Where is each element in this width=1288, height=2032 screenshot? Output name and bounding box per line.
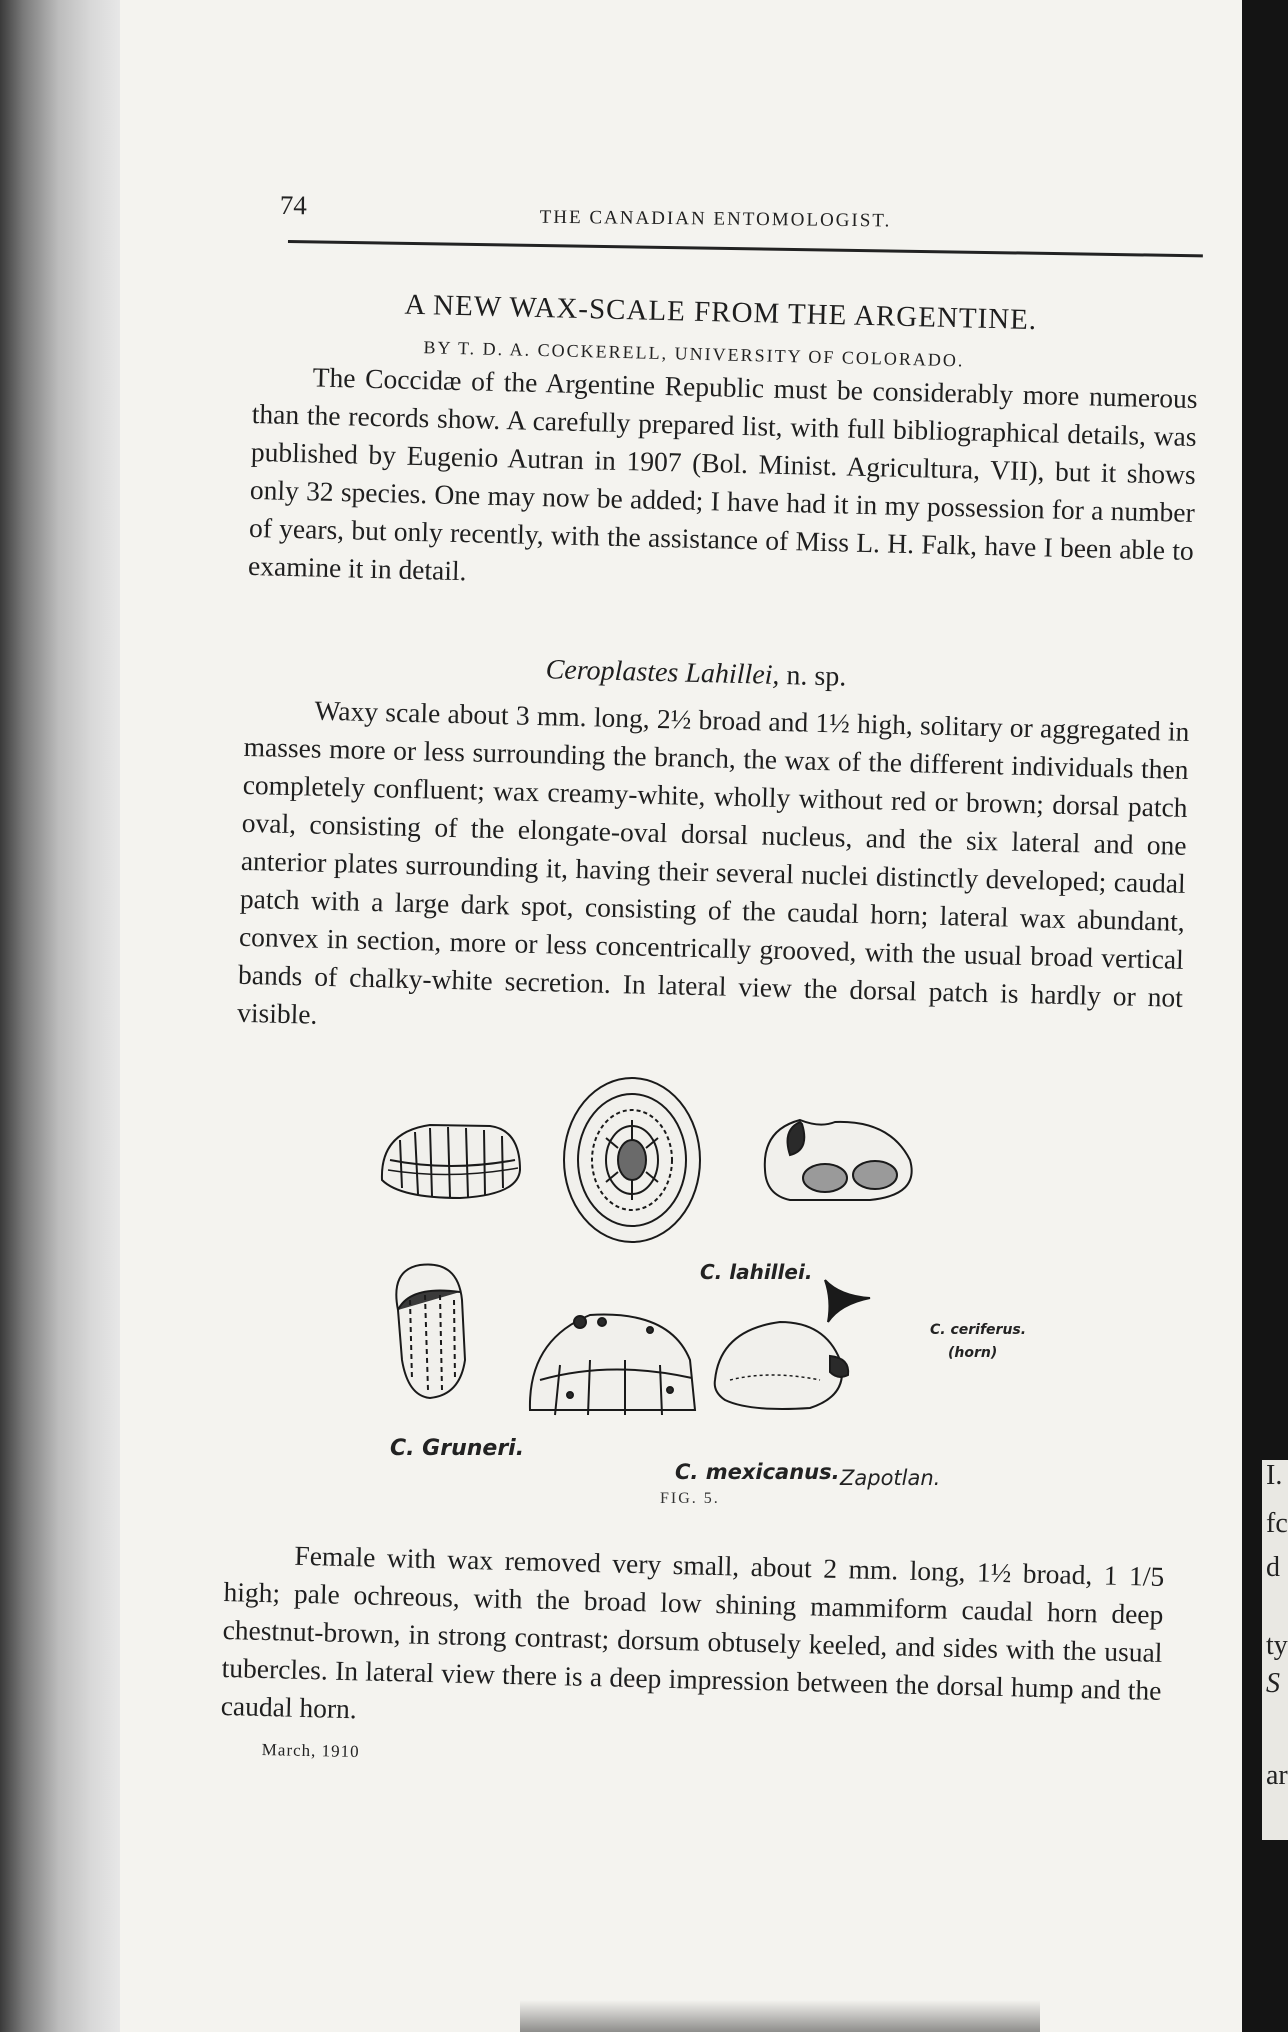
label-mexicanus: C. mexicanus. bbox=[675, 1460, 840, 1484]
running-header bbox=[279, 190, 1209, 250]
species-name: Ceroplastes Lahillei, bbox=[545, 654, 780, 691]
page-number: 74 bbox=[279, 190, 307, 221]
page-bottom-shadow bbox=[520, 2000, 1040, 2032]
description-paragraph: Waxy scale about 3 mm. long, 2½ broad and 1½ high, solitary or aggregated in masses more or less surrounding the branch, the wax of the different individuals then completely confluent; wax creamy-white, wholly without red or brown; dorsal patch oval, consisting of the elongate-oval dorsal nucleus, and the six lateral and one anterior plates surrounding it, having their several nuclei distinctly developed; caudal patch with a large dark spot, consisting of the caudal horn; lateral wax abundant, convex in section, more or less concentrically grooved, with the usual broad vertical bands of chalky-white secretion. In lateral view the dorsal patch is hardly or not visible. bbox=[236, 694, 1190, 1030]
footer-date: March, 1910 bbox=[261, 1740, 360, 1762]
adjacent-text: ar bbox=[1266, 1760, 1288, 1791]
adjacent-text: ty bbox=[1266, 1630, 1288, 1661]
article-body bbox=[236, 285, 1209, 1068]
figure-5 bbox=[370, 1060, 1027, 1500]
journal-title: THE CANADIAN ENTOMOLOGIST. bbox=[539, 206, 892, 232]
caudal-view-drawing bbox=[765, 1120, 912, 1200]
figure-caption: FIG. 5. bbox=[660, 1490, 720, 1507]
dorsal-view-drawing bbox=[564, 1078, 700, 1242]
mexicanus-drawing bbox=[530, 1315, 695, 1415]
gruneri-drawing bbox=[396, 1264, 465, 1398]
ceriferus-horn-drawing bbox=[825, 1280, 870, 1322]
adjacent-page-fragment bbox=[1262, 1460, 1288, 1840]
label-zapotlan: Zapotlan. bbox=[840, 1466, 941, 1490]
adjacent-text: fc bbox=[1266, 1508, 1288, 1539]
species-suffix: n. sp. bbox=[779, 659, 847, 693]
adjacent-text: d bbox=[1266, 1552, 1280, 1583]
label-ceriferus: C. ceriferus. bbox=[930, 1322, 1027, 1338]
lateral-view-drawing bbox=[382, 1125, 520, 1198]
book-page-edge bbox=[0, 0, 130, 2032]
adjacent-text: S bbox=[1266, 1668, 1280, 1699]
article-byline: BY T. D. A. COCKERELL, UNIVERSITY OF COLORADO. bbox=[423, 337, 965, 371]
species-heading bbox=[545, 654, 846, 693]
female-description-block bbox=[220, 1535, 1175, 1778]
adjacent-text: I. bbox=[1266, 1460, 1283, 1491]
label-horn: (horn) bbox=[948, 1345, 998, 1361]
female-paragraph: Female with wax removed very small, about 2 mm. long, 1½ broad, 1 1/5 high; pale ochreous, with the broad low shining mammiform caudal horn deep chestnut-brown, in strong contrast; dorsum obtusely keeled, and sides with the usual tubercles. In lateral view there is a deep impression between the dorsal hump and the caudal horn. bbox=[220, 1539, 1165, 1725]
mexicanus-lateral-drawing bbox=[715, 1322, 848, 1409]
article-title: A NEW WAX-SCALE FROM THE ARGENTINE. bbox=[404, 288, 1038, 337]
label-gruneri: C. Gruneri. bbox=[390, 1436, 525, 1461]
specimen-drawings bbox=[370, 1060, 1010, 1500]
label-lahillei: C. lahillei. bbox=[700, 1260, 813, 1284]
intro-paragraph: The Coccidæ of the Argentine Republic must be considerably more numerous than the records show. A carefully prepared list, with full bibliographical details, was published by Eugenio Autran in 1907 (Bol. Minist. Agricultura, VII), but it shows only 32 species. One may now be added; I have had it in my possession for a number of years, but only recently, with the assistance of Miss L. H. Falk, have I been able to examine it in detail. bbox=[247, 361, 1198, 587]
